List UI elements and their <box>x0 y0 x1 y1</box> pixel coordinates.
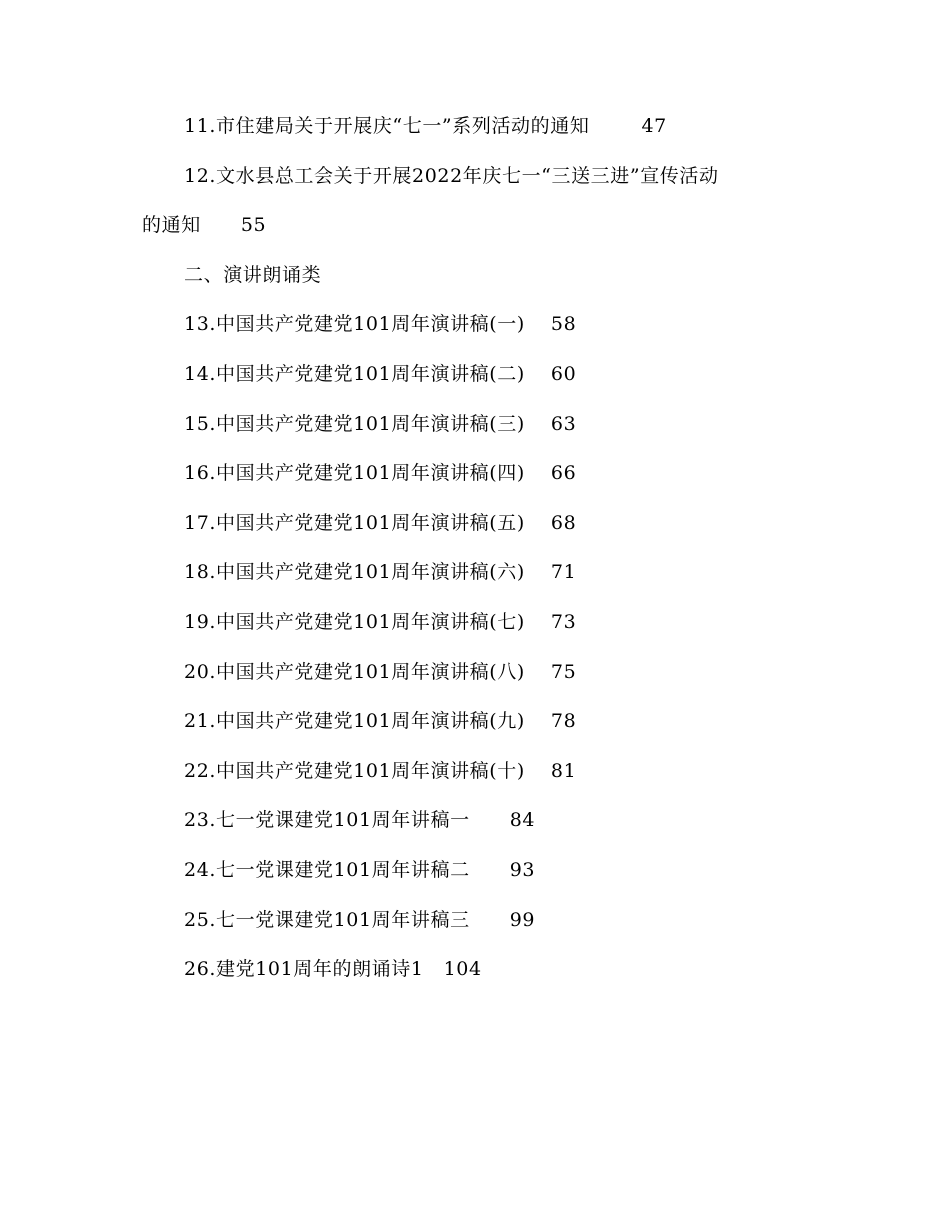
toc-entry-title: 13.中国共产党建党101周年演讲稿(一) <box>184 313 525 336</box>
toc-entry-25 <box>142 903 822 953</box>
toc-entry-title: 21.中国共产党建党101周年演讲稿(九) <box>184 710 525 733</box>
toc-entry-page: 66 <box>550 462 577 485</box>
toc-entry-14 <box>142 357 822 407</box>
section-heading-text: 二、演讲朗诵类 <box>184 263 322 286</box>
toc-entry-title: 22.中国共产党建党101周年演讲稿(十) <box>184 759 525 782</box>
toc-entry-page: 78 <box>550 710 577 733</box>
toc-entry-title: 19.中国共产党建党101周年演讲稿(七) <box>184 610 525 633</box>
toc-entry-26 <box>142 952 822 1002</box>
toc-entry-20 <box>142 655 822 705</box>
toc-entry-title: 15.中国共产党建党101周年演讲稿(三) <box>184 412 525 435</box>
toc-entry-title: 14.中国共产党建党101周年演讲稿(二) <box>184 362 525 385</box>
toc-entry-title: 17.中国共产党建党101周年演讲稿(五) <box>184 511 525 534</box>
toc-entry-title: 23.七一党课建党101周年讲稿一 <box>184 809 470 832</box>
toc-entry-17 <box>142 506 822 556</box>
toc-entry-15 <box>142 407 822 457</box>
toc-entry-title: 24.七一党课建党101周年讲稿二 <box>184 858 470 881</box>
toc-entry-23 <box>142 803 822 853</box>
toc-entry-11 <box>142 109 822 159</box>
toc-entry-title: 12.文水县总工会关于开展2022年庆七一“三送三进”宣传活动 <box>184 164 719 187</box>
toc-entry-page: 84 <box>509 809 536 832</box>
toc-entry-page: 60 <box>550 362 577 385</box>
toc-entry-title: 的通知 <box>142 214 201 237</box>
toc-entry-title: 26.建党101周年的朗诵诗1 <box>184 958 424 981</box>
toc-entry-18 <box>142 555 822 605</box>
toc-entry-title: 25.七一党课建党101周年讲稿三 <box>184 908 470 931</box>
toc-entry-page: 71 <box>550 561 577 584</box>
toc-entry-page: 63 <box>550 412 577 435</box>
toc-entry-title: 20.中国共产党建党101周年演讲稿(八) <box>184 660 525 683</box>
toc-entry-24 <box>142 853 822 903</box>
toc-entry-title: 11.市住建局关于开展庆“七一”系列活动的通知 <box>184 115 590 137</box>
toc-entry-page: 55 <box>240 214 267 237</box>
toc-entry-12-continuation <box>142 208 822 258</box>
toc-entry-page: 81 <box>550 759 577 782</box>
toc-entry-page: 104 <box>443 958 482 981</box>
toc-entry-page: 47 <box>641 115 667 137</box>
toc-entry-19 <box>142 605 822 655</box>
toc-entry-page: 93 <box>509 858 536 881</box>
toc-entry-22 <box>142 754 822 804</box>
table-of-contents <box>142 109 822 1002</box>
section-heading <box>142 258 822 308</box>
toc-entry-title: 16.中国共产党建党101周年演讲稿(四) <box>184 462 525 485</box>
toc-entry-page: 58 <box>550 313 577 336</box>
toc-entry-page: 73 <box>550 610 577 633</box>
toc-entry-16 <box>142 456 822 506</box>
toc-entry-page: 68 <box>550 511 577 534</box>
toc-entry-page: 99 <box>509 908 536 931</box>
toc-entry-page: 75 <box>550 660 577 683</box>
toc-entry-title: 18.中国共产党建党101周年演讲稿(六) <box>184 561 525 584</box>
toc-entry-12 <box>142 159 822 209</box>
toc-entry-21 <box>142 704 822 754</box>
toc-entry-13 <box>142 307 822 357</box>
